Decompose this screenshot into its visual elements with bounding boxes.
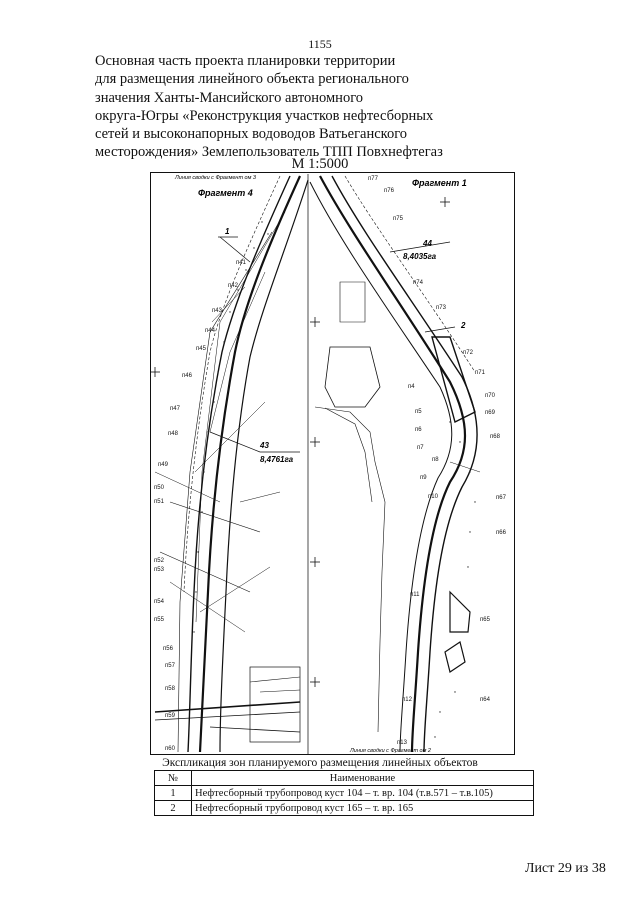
point-label: п52 — [154, 558, 164, 564]
point-label: п12 — [402, 697, 412, 703]
point-label: п13 — [397, 740, 407, 746]
point-label: п60 — [165, 746, 175, 752]
zone-left-area: 8,4761га — [260, 455, 294, 464]
zone-left-number: 43 — [260, 441, 269, 450]
survey-dots — [193, 221, 475, 737]
title-line: сетей и высоконапорных водоводов Ватьеганского — [95, 126, 408, 143]
point-label: п74 — [413, 280, 423, 286]
point-label: п67 — [496, 495, 506, 501]
left-corridor — [155, 176, 308, 752]
zone-right-number: 44 — [423, 239, 432, 248]
point-label: п49 — [158, 462, 168, 468]
legend-row-name: Нефтесборный трубопровод куст 165 – т. вр. 165 — [192, 801, 534, 816]
legend-row-number: 2 — [155, 801, 192, 816]
point-label: п70 — [485, 393, 495, 399]
point-label: п66 — [496, 530, 506, 536]
callout-2: 2 — [461, 321, 466, 330]
point-label: п69 — [485, 410, 495, 416]
legend-title: Экспликация зон планируемого размещения линейных объектов — [162, 757, 478, 769]
point-label: п46 — [182, 373, 192, 379]
callout-1: 1 — [225, 227, 230, 236]
point-label: п59 — [165, 713, 175, 719]
point-label: п77 — [368, 176, 378, 182]
point-label: п57 — [165, 663, 175, 669]
map-drawing — [150, 172, 515, 755]
legend-header-number: № — [155, 771, 192, 786]
point-label: п4 — [408, 384, 415, 390]
page-number: 1155 — [308, 37, 332, 51]
point-label: п5 — [415, 409, 422, 415]
bottom-match-line: Линия сводки с Фрагмент ом 2 — [350, 748, 431, 754]
point-label: п64 — [480, 697, 490, 703]
point-label: п56 — [163, 646, 173, 652]
point-label: п71 — [475, 370, 485, 376]
table-row — [155, 801, 534, 816]
title-line: для размещения линейного объекта регионального — [95, 71, 409, 88]
title-line: месторождения» Землепользователь ТПП Повхнефтегаз — [95, 144, 443, 161]
point-label: п42 — [228, 283, 238, 289]
point-label: п54 — [154, 599, 164, 605]
right-corridor — [310, 176, 480, 752]
right-point-labels — [368, 176, 507, 746]
point-label: п9 — [420, 475, 427, 481]
document-title — [95, 52, 515, 162]
table-row — [155, 786, 534, 801]
point-label: п55 — [154, 617, 164, 623]
legend-header-row — [155, 771, 534, 786]
top-match-line: Линия сводки с Фрагмент ом 3 — [175, 175, 256, 181]
point-label: п76 — [384, 188, 394, 194]
point-label: п11 — [410, 592, 420, 598]
legend-table — [154, 770, 534, 816]
point-label: п48 — [168, 431, 178, 437]
point-label: п50 — [154, 485, 164, 491]
point-label: п10 — [428, 494, 438, 500]
left-fragment-label: Фрагмент 4 — [198, 188, 253, 198]
point-label: п72 — [463, 350, 473, 356]
title-line: значения Ханты-Мансийского автономного — [95, 89, 364, 106]
point-label: п58 — [165, 686, 175, 692]
point-label: п45 — [196, 346, 206, 352]
point-label: п53 — [154, 567, 164, 573]
zone-right-area: 8,4035га — [403, 252, 437, 261]
point-label: п43 — [212, 308, 222, 314]
right-fragment-label: Фрагмент 1 — [412, 178, 467, 188]
grid-crosses — [150, 197, 450, 687]
point-label: п8 — [432, 457, 439, 463]
map-scale: М 1:5000 — [291, 156, 349, 172]
point-label: п68 — [490, 434, 500, 440]
point-label: п73 — [436, 305, 446, 311]
point-label: п65 — [480, 617, 490, 623]
point-label: п41 — [236, 260, 246, 266]
point-label: п6 — [415, 427, 422, 433]
legend-header-name: Наименование — [192, 771, 534, 786]
title-line: округа-Югры «Реконструкция участков нефтесборных — [95, 107, 434, 124]
title-line: Основная часть проекта планировки территории — [95, 53, 396, 69]
planning-map — [150, 172, 515, 755]
point-label: п47 — [170, 406, 180, 412]
point-label: п51 — [154, 499, 164, 505]
legend-row-number: 1 — [155, 786, 192, 801]
legend-row-name: Нефтесборный трубопровод куст 104 – т. вр. 104 (т.в.571 – т.в.105) — [192, 786, 534, 801]
point-label: п75 — [393, 216, 403, 222]
point-label: п44 — [205, 328, 215, 334]
point-label: п7 — [417, 445, 424, 451]
sheet-number: Лист 29 из 38 — [525, 861, 606, 876]
